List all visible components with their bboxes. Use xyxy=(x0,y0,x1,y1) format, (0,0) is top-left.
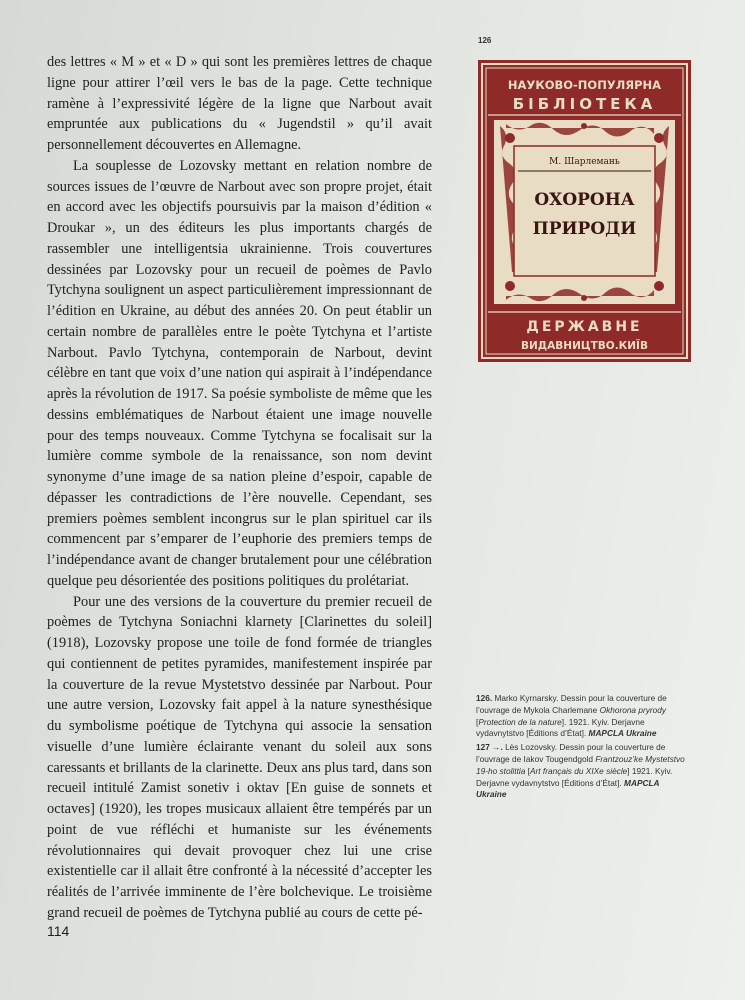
figure-captions xyxy=(476,693,691,803)
cover-bottom-line-1: ДЕРЖАВНЕ xyxy=(526,319,643,335)
caption-126-title: Okhorona pryrody xyxy=(599,704,667,715)
caption-126-text-before: Marko Kyrnarsky. Dessin pour la couverture de l’ouvrage de Mykola Charlemane xyxy=(476,693,667,715)
page-number: 114 xyxy=(47,923,70,939)
caption-127 xyxy=(476,742,691,801)
caption-126-title-fr: Protection de la nature xyxy=(478,716,562,727)
caption-127-text-after: ] 1921. Kyiv. Derjavne vydavnytstvo [Éditions d’État]. xyxy=(476,765,673,788)
paragraph-3 xyxy=(47,592,432,924)
caption-126-text-mid: [ xyxy=(476,716,479,727)
book-cover-svg xyxy=(478,60,691,362)
caption-127-text-mid: [ xyxy=(525,765,530,776)
book-cover-image xyxy=(478,60,691,362)
caption-127-title: Frantzouz’ke Mystetstvo 19-ho stolittia xyxy=(476,753,685,776)
paragraph-2-text: La souplesse de Lozovsky mettant en relation nombre de sources issues de l’œuvre de Narbout avec son propre projet, était en accord avec les objectifs poursuivis par la maison d’édition « Droukar », un des éditeurs les plus importants chargés de rassembler une intelligentsia ukrainienne. Trois couvertures dessinées par Lozovsky pour un recueil de poèmes de Pavlo Tytchyna soulignent un aspect particulièrement impressionnant de l’édition en Ukraine, au début des années 20. On peut établir un certain nombre de parallèles entre le poète Tytchyna et l’artiste Narbout. Pavlo Tytchyna, contemporain de Narbout, devint célèbre en tant que voix d’une nation qui aspirait à l’indépendance après la révolution de 1917. Sa poésie symboliste de même que les dessins emblématiques de Narbout étaient une image nouvelle pour des temps nouveaux. Comme Tytchyna se focalisait sur la lumière comme symbole de la renaissance, son nom devint synonyme d’une image de sa nation pleine d’espoir, capable de dépasser les contradictions de l’ère nouvelle. Cependant, ses premiers poèmes semblent incongrus sur le plan spirituel car ils commencent par s’emparer de l’euphorie des premiers temps de l’indépendance avant de changer brutalement pour une célébration quelque peu désorientée des positions politiques du prolétariat. xyxy=(47,157,432,589)
caption-126-credit: MAPCLA Ukraine xyxy=(588,728,657,739)
body-text xyxy=(47,52,432,924)
paragraph-3-text: Pour une des versions de la couverture du premier recueil de poèmes de Tytchyna Soniachni klarnety [Clarinettes du soleil] (1918), Lozovsky propose une toile de fond formée de triangles qui contiennent de petites pyramides, manifestement inspirée par la couverture de la revue Mystetstvo dessinée par Narbout. Pour une autre version, Lozovsky fait appel à la nature synesthésique du symbolisme poétique de Tytchyna qui associe la sensation visuelle d’une lumière éclairante venant du soleil aux sons caressants et brillants de la clarinette. Deux ans plus tard, dans son recueil intitulé Zamist sonetiv i oktav [En guise de sonnets et octaves] (1920), les tropes musicaux allaient être tempérés par un point de vue réfléchi et humaniste sur les événements révolutionnaires qui devait provoquer chez lui une crise existentielle car il allait être confronté à la nécessité d’accepter les réalités de l’arrivée imminente de l’ère bolchevique. Le troisième grand recueil de poèmes de Tytchyna publié au cours de cette pé- xyxy=(47,593,432,921)
caption-127-credit: MAPCLA Ukraine xyxy=(476,777,660,800)
cover-top-line-2: БІБЛІОТЕКА xyxy=(512,95,657,113)
caption-126 xyxy=(476,693,691,740)
caption-126-text-after: ]. 1921. Kyiv. Derjavne vydavnytstvo [Éditions d’État]. xyxy=(476,716,645,739)
caption-126-number: 126. xyxy=(476,693,493,703)
cover-title-line-2: ПРИРОДИ xyxy=(532,219,637,239)
caption-127-title-fr: Art français du XIXe siècle xyxy=(529,765,628,776)
caption-127-number: 127 →. xyxy=(476,742,503,753)
paragraph-1 xyxy=(47,52,432,156)
cover-author: М. Шарлемань xyxy=(549,157,620,167)
cover-title-line-1: ОХОРОНА xyxy=(534,190,635,210)
paragraph-1-text: des lettres « M » et « D » qui sont les premières lettres de chaque ligne pour attirer l’œil vers le bas de la page. Cette technique ramène à l’expressivité légère de la ligne que Narbout avait empruntée aux publications du « Jugendstil » qu’il avait personnellement découvertes en Allemagne. xyxy=(47,54,432,153)
caption-127-text-before: Lès Lozovsky. Dessin pour la couverture de l’ouvrage de Iakov Tougendgold xyxy=(476,742,666,764)
figure-number: 126 xyxy=(478,36,492,45)
cover-bottom-line-2: ВИДАВНИЦТВО.КИЇВ xyxy=(521,340,648,352)
paragraph-2 xyxy=(47,156,432,592)
cover-top-line-1: НАУКОВО-ПОПУЛЯРНА xyxy=(507,78,662,92)
